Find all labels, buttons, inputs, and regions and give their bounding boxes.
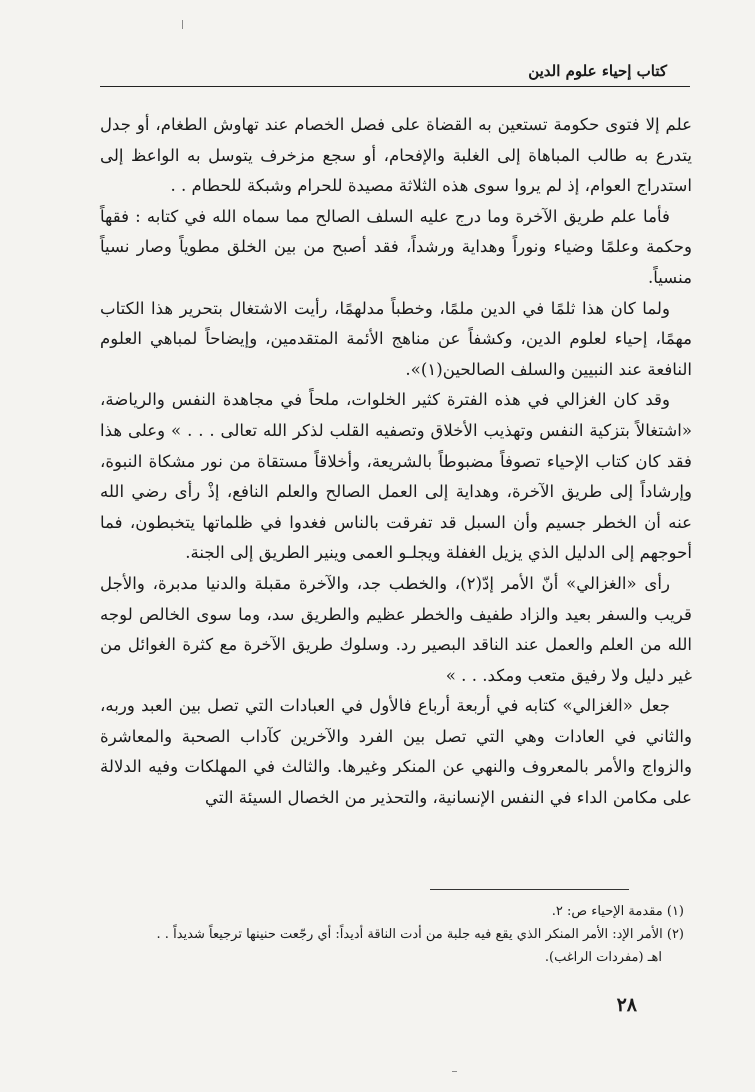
scan-mark xyxy=(452,1071,457,1072)
page-number: ٢٨ xyxy=(616,994,637,1016)
paragraph-2: فأما علم طريق الآخرة وما درج عليه السلف الصالح مما سماه الله في كتابه : فقهاً وحكمة وعلمًا وضياء ونوراً وهداية ورشداً، فقد أصبح من بين الخلق مطوياً وصار نسياً منسياً. xyxy=(100,206,692,287)
footnote-2: (٢) الأمر الإد: الأمر المنكر الذي يقع فيه جلبة من أدت الناقة أديداً: أي رجّعت حنينها ترجيعاً شديداً . . xyxy=(156,927,684,942)
footnote-rule xyxy=(430,889,629,890)
paragraph-3: ولما كان هذا ثلمًا في الدين ملمًا، وخطباً مدلهمًا، رأيت الاشتغال بتحرير هذا الكتاب مهمًا، إحياء لعلوم الدين، وكشفاً عن مناهج الأئمة المتقدمين، وإيضاحاً لمباهي العلوم النافعة عند النبيين والسلف الصالحين(١)». xyxy=(100,298,692,379)
paragraph-4: وقد كان الغزالي في هذه الفترة كثير الخلوات، ملحاً في مجاهدة النفس والرياضة، «اشتغالاً بتزكية النفس وتهذيب الأخلاق وتصفيه القلب لذكر الله تعالى . . . » وعلى هذا فقد كان كتاب الإحياء تصوفاً مضبوطاً بالشريعة، وأخلاقاً مستقاة من نور مشكاة النبوة، وإرشاداً إلى طريق الآخرة، وهداية إلى العمل الصالح والعلم النافع، إذْ رأى رضي الله عنه أن الخطر جسيم وأن السبل قد تفرقت بالناس فغدوا في ظلماتها يتخبطون، فما أحوجهم إلى الدليل الذي يزيل الغفلة ويجلـو العمى وينير الطريق إلى الجنة. xyxy=(100,390,692,563)
running-header: كتاب إحياء علوم الدين xyxy=(528,62,667,80)
footnote-2-continuation: اهـ (مفردات الراغب). xyxy=(544,950,662,965)
footnote-1: (١) مقدمة الإحياء ص: ٢. xyxy=(551,904,684,919)
footnotes xyxy=(80,900,684,969)
paragraph-5: رأى «الغزالي» أنّ الأمر إدّ(٢)، والخطب جد، والآخرة مقبلة والدنيا مدبرة، والأجل قريب والسفر بعيد والزاد طفيف والخطر عظيم والطريق سد، وما سوى الخالص لوجه الله من العلم والعمل عند الناقد البصير رد. وسلوك طريق الآخرة مع كثرة الغوائل من غير دليل ولا رفيق متعب ومكد. . . » xyxy=(100,573,692,685)
header-rule xyxy=(100,86,690,87)
body-text xyxy=(100,110,692,814)
paragraph-6: جعل «الغزالي» كتابه في أربعة أرباع فالأول في العبادات التي تصل بين العبد وربه، والثاني في العادات وهي التي تصل بين الفرد والآخرين كآداب الصحبة والمعاشرة والزواج والأمر بالمعروف والنهي عن المنكر وغيرها. والثالث في المهلكات وفيه الدلالة على مكامن الداء في النفس الإنسانية، والتحذير من الخصال السيئة التي xyxy=(100,696,692,808)
paragraph-1: علم إلا فتوى حكومة تستعين به القضاة على فصل الخصام عند تهاوش الطغام، أو جدل يتدرع به طالب المباهاة إلى الغلبة والإفحام، أو سجع مزخرف يتوسل به الواعظ إلى استدراج العوام، إذ لم يروا سوى هذه الثلاثة مصيدة للحرام وشبكة للحطام . . xyxy=(100,115,692,196)
scan-mark xyxy=(182,20,183,29)
